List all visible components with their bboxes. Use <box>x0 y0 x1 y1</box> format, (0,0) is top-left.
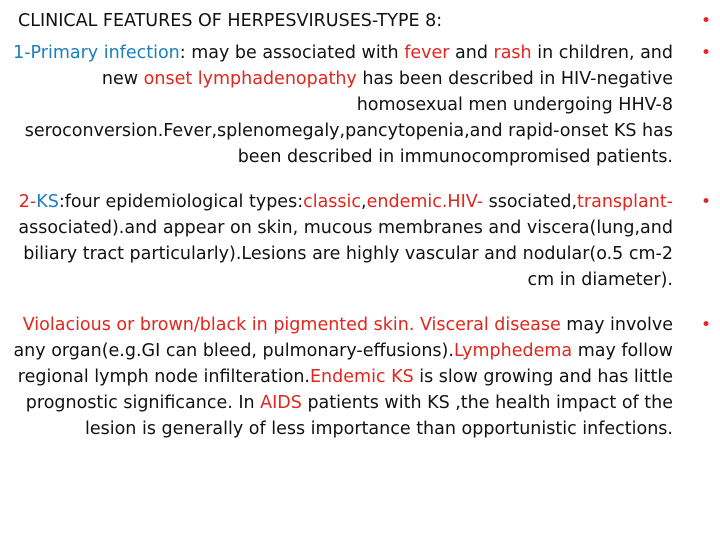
text-run: Visceral disease <box>419 315 561 335</box>
bullet-icon: • <box>700 43 712 63</box>
text-run: rash <box>493 43 532 63</box>
slide-title: CLINICAL FEATURES OF HERPESVIRUSES-TYPE 8: <box>18 11 443 31</box>
text-run: associated).and appear on skin, mucous membranes and viscera(lung,and biliary tract particularly).Lesions are highly vascular and nodular(o.5 cm-2 cm in diameter). <box>18 218 673 290</box>
paragraph-primary-infection <box>8 40 673 170</box>
text-run: Violacious or brown/black in pigmented skin. <box>22 315 415 335</box>
text-run: is slow growing and has little prognostic significance. In <box>25 367 673 413</box>
text-run: 1-Primary infection <box>13 43 180 63</box>
text-run: endemic.HIV- <box>366 192 484 212</box>
text-run: ssociated, <box>483 192 578 212</box>
text-run: Endemic KS <box>310 367 414 387</box>
text-run: : may be associated with <box>179 43 405 63</box>
text-run: patients with KS ,the health impact of the lesion is generally of less importance than opportunistic infections. <box>84 393 673 439</box>
text-run: transplant- <box>577 192 673 212</box>
text-run: KS <box>36 192 59 212</box>
paragraph-kaposi-sarcoma <box>8 189 673 293</box>
text-run: onset lymphadenopathy <box>143 69 357 89</box>
paragraph-lesion-appearance <box>8 312 673 442</box>
text-run: , <box>361 192 367 212</box>
text-run: may involve any organ(e.g.GI can bleed, pulmonary-effusions). <box>13 315 673 361</box>
text-run: Lymphedema <box>453 341 573 361</box>
bullet-icon: • <box>700 11 712 31</box>
text-run: :four epidemiological types: <box>58 192 304 212</box>
text-run: 2- <box>18 192 37 212</box>
text-run: may follow regional lymph node infilteration. <box>17 341 673 387</box>
text-run: and <box>449 43 494 63</box>
text-run: classic <box>303 192 362 212</box>
bullet-icon: • <box>700 315 712 335</box>
text-run: AIDS <box>260 393 302 413</box>
text-run: has been described in HIV-negative homosexual men undergoing HHV-8 seroconversion.Fever,splenomegaly,pancytopenia,and rapid-onset KS has been described in immunocompromised patients. <box>24 69 673 167</box>
bullet-icon: • <box>700 192 712 212</box>
text-run: fever <box>404 43 450 63</box>
text-run: in children, and new <box>101 43 673 89</box>
